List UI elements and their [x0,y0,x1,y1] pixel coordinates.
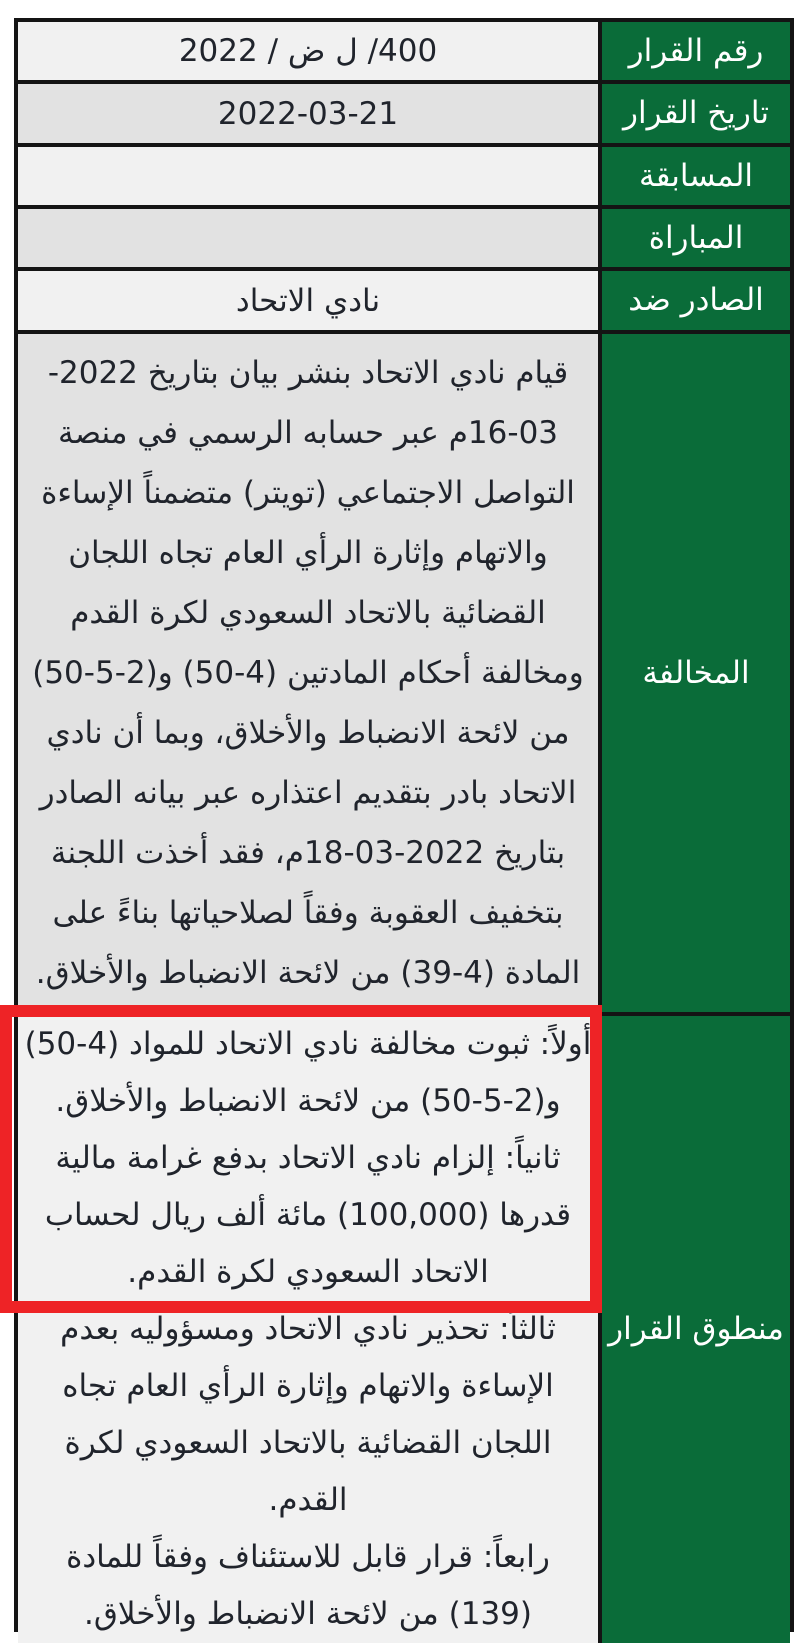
label-decision-number: رقم القرار [598,22,790,80]
decision-table [14,18,794,1632]
label-verdict: منطوق القرار [598,1016,790,1643]
value-decision-date: 2022-03-21 [18,84,598,143]
verdict-clause-2: ثانياً: إلزام نادي الاتحاد بدفع غرامة مالية قدرها (100,000) مائة ألف ريال لحساب الاتحاد السعودي لكرة القدم. [44,1140,572,1290]
row-verdict [18,1016,790,1643]
verdict-clause-4: رابعاً: قرار قابل للاستئناف وفقاً للمادة (139) من لائحة الانضباط والأخلاق. [66,1539,550,1632]
row-decision-date [18,84,790,147]
verdict-clause-3: ثالثاً: تحذير نادي الاتحاد ومسؤوليه بعدم الإساءة والاتهام وإثارة الرأي العام تجاه اللجان القضائية بالاتحاد السعودي لكرة القدم. [60,1311,556,1518]
verdict-clause-1: أولاً: ثبوت مخالفة نادي الاتحاد للمواد (4-50) و(2-5-50) من لائحة الانضباط والأخلاق. [24,1026,592,1119]
label-decision-date: تاريخ القرار [598,84,790,143]
value-violation [18,334,598,1012]
row-issued-against [18,271,790,334]
value-match [18,209,598,267]
value-decision-number: 400/ ل ض / 2022 [18,22,598,80]
row-violation [18,334,790,1016]
label-competition: المسابقة [598,147,790,205]
label-violation: المخالفة [598,334,790,1012]
value-issued-against: نادي الاتحاد [18,271,598,330]
label-match: المباراة [598,209,790,267]
value-competition [18,147,598,205]
verdict-clauses [24,1016,592,1643]
label-issued-against: الصادر ضد [598,271,790,330]
value-verdict [18,1016,598,1643]
row-decision-number [18,22,790,84]
row-match [18,209,790,271]
row-competition [18,147,790,209]
violation-text: قيام نادي الاتحاد بنشر بيان بتاريخ 2022-03-16م عبر حسابه الرسمي في منصة التواصل الاجتماعي (تويتر) متضمناً الإساءة والاتهام وإثارة الرأي العام تجاه اللجان القضائية بالاتحاد السعودي لكرة القدم ومخالفة أحكام المادتين (4-50) و(2-5-50) من لائحة الانضباط والأخلاق، وبما أن نادي الاتحاد بادر بتقديم اعتذاره عبر بيانه الصادر بتاريخ 2022-03-18م، فقد أخذت اللجنة بتخفيف العقوبة وفقاً لصلاحياتها بناءً على المادة (4-39) من لائحة الانضباط والأخلاق. [32,355,584,991]
